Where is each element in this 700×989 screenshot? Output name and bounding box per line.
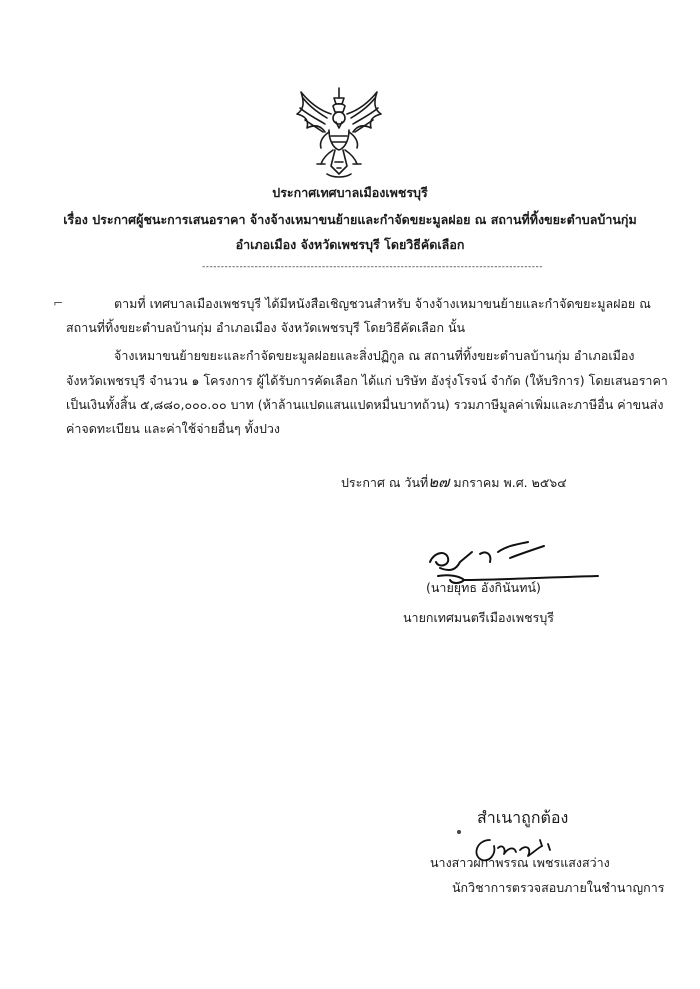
mayor-position: นายกเทศมนตรีเมืองเพชรบุรี [403,610,555,625]
paragraph-2-line-3: เป็นเงินทั้งสิ้น ๕,๘๘๐,๐๐๐.๐๐ บาท (ห้าล้านแปดแสนแปดหมื่นบาทถ้วน) รวมภาษีมูลค่าเพิ่มและภาษีอื่น ค่าขนส่ง [66,397,664,412]
subject-line-2: อำเภอเมือง จังหวัดเพชรบุรี โดยวิธีคัดเลือก [235,237,465,252]
certifier-position: นักวิชาการตรวจสอบภายในชำนาญการ [452,880,665,895]
paragraph-1-line-1: ตามที่ เทศบาลเมืองเพชรบุรี ได้มีหนังสือเชิญชวนสำหรับ จ้างจ้างเหมาขนย้ายและกำจัดขยะมูลฝอย ณ [114,296,651,311]
announcement-authority: ประกาศเทศบาลเมืองเพชรบุรี [272,185,428,200]
garuda-emblem-icon [291,84,387,182]
certified-copy-title: สำเนาถูกต้อง [477,808,569,827]
ink-dot [457,830,461,834]
mayor-name: (นายยุทธ อังกินันทน์) [426,580,541,595]
dateline-day: ๒๗ [428,473,450,491]
margin-mark: ⌐ [53,296,64,310]
paragraph-1-line-2: สถานที่ทิ้งขยะตำบลบ้านกุ่ม อำเภอเมือง จังหวัดเพชรบุรี โดยวิธีคัดเลือก นั้น [66,320,466,335]
paragraph-2-line-4: ค่าจดทะเบียน และค่าใช้จ่ายอื่นๆ ทั้งปวง [66,421,281,436]
divider-line: ------------------------------------------------------------------------------------------- [202,262,544,272]
certifier-name: นางสาวผกาพรรณ เพชรแสงสว่าง [430,855,610,870]
dateline [341,474,567,491]
dateline-month-year: มกราคม พ.ศ. ๒๕๖๔ [453,475,567,490]
paragraph-2-line-1: จ้างเหมาขนย้ายขยะและกำจัดขยะมูลฝอยและสิ่งปฏิกูล ณ สถานที่ทิ้งขยะตำบลบ้านกุ่ม อำเภอเมือง [114,348,635,363]
subject-line-1: เรื่อง ประกาศผู้ชนะการเสนอราคา จ้างจ้างเหมาขนย้ายและกำจัดขยะมูลฝอย ณ สถานที่ทิ้งขยะตำบลบ้านกุ่ม [63,212,637,227]
paragraph-2-line-2: จังหวัดเพชรบุรี จำนวน ๑ โครงการ ผู้ได้รับการคัดเลือก ได้แก่ บริษัท อังรุ่งโรจน์ จำกัด (ให้บริการ) โดยเสนอราคา [66,373,668,388]
dateline-prefix: ประกาศ ณ วันที่ [341,475,429,490]
